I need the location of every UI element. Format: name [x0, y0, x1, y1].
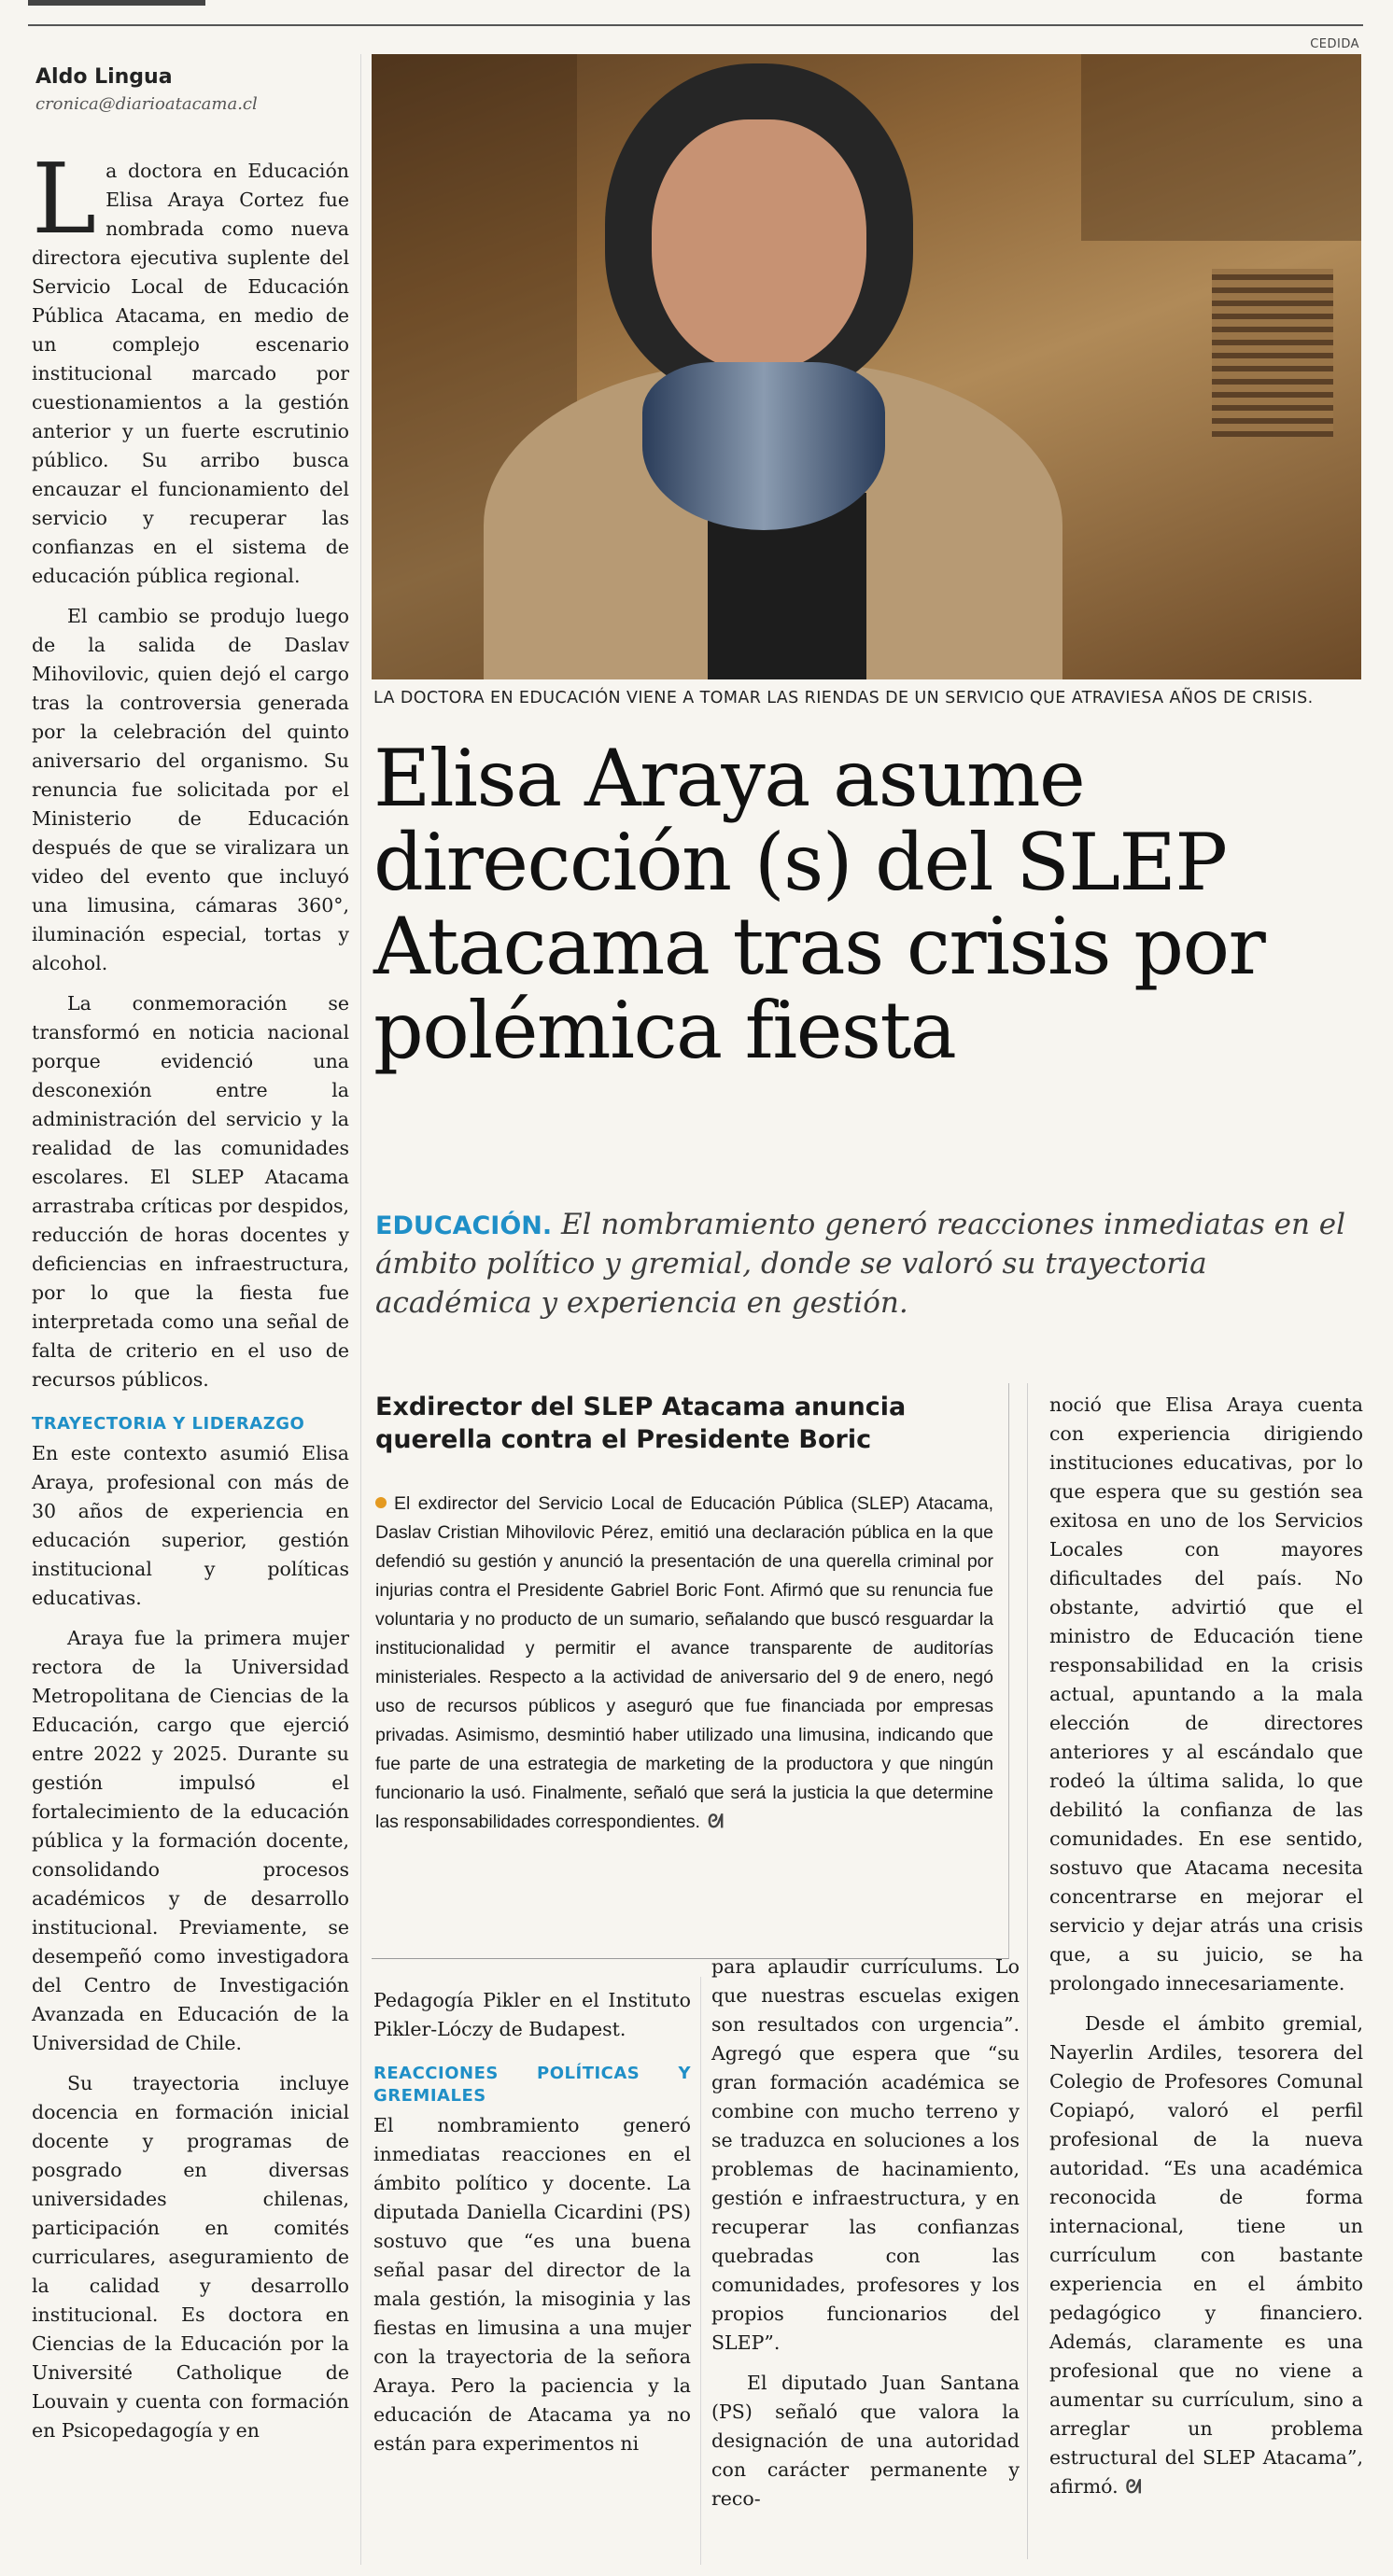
headline: Elisa Araya asume dirección (s) del SLEP Atacama tras crisis por polémica fiesta: [373, 733, 1265, 1076]
paragraph: En este contexto asumió Elisa Araya, profesional con más de 30 años de experiencia en educación superior, gestión institucional y políticas educativas.: [32, 1442, 349, 1609]
photo-caption: LA DOCTORA EN EDUCACIÓN VIENE A TOMAR LAS RIENDAS DE UN SERVICIO QUE ATRAVIESA AÑOS DE CRISIS.: [373, 689, 1314, 707]
paragraph: El cambio se produjo luego de la salida de Daslav Mihovilovic, quien dejó el cargo tras la controversia generada por la celebración del quinto aniversario del organismo. Su renuncia fue solicitada por el Ministerio de Educación después de que se viralizara un video del evento que incluyó una limusina, cámaras 360°, iluminación especial, tortas y alcohol.: [32, 605, 349, 974]
photo-credit: CEDIDA: [1310, 37, 1359, 51]
article-column-4: [1049, 1391, 1363, 2513]
section-subhead: REACCIONES POLÍTICAS Y GREMIALES: [373, 2064, 691, 2106]
paragraph: La conmemoración se transformó en noticia nacional porque evidenció una desconexión entre la administración del servicio y la realidad de las comunidades escolares. El SLEP Atacama arrastraba críticas por despidos, reducción de horas docentes y deficiencias en infraestructura, por lo que la fiesta fue interpretada como una señal de falta de criterio en el uso de recursos públicos.: [32, 992, 349, 1391]
paragraph: Pedagogía Pikler en el Instituto Pikler-Lóczy de Budapest.: [373, 1989, 691, 2040]
paragraph: Su trayectoria incluye docencia en formación inicial docente y programas de posgrado en diversas universidades chilenas, participación en comités curriculares, aseguramiento de la calidad y desarrollo institucional. Es doctora en Ciencias de la Educación por la Université Catholique de Louvain y cuenta con formación en Psicopedagogía y en: [32, 2072, 349, 2442]
author-name: Aldo Lingua: [35, 65, 173, 89]
bullet-dot-icon: [375, 1497, 387, 1508]
deck: [375, 1206, 1356, 1323]
top-bar-accent: [28, 0, 205, 6]
wall-vent: [1212, 269, 1333, 437]
paragraph: El nombramiento generó inmediatas reacciones en el ámbito político y docente. La diputada Daniella Cicardini (PS) sostuvo que “es una buena señal pasar del director de la mala gestión, la misoginia y las fiestas en limusina a una mujer con la trayectoria de la señora Araya. Pero la paciencia y la educación de Atacama ya no están para experimentos ni: [373, 2114, 691, 2455]
paragraph: Araya fue la primera mujer rectora de la Universidad Metropolitana de Ciencias de la Educación, cargo que ejerció entre 2022 y 2025. Durante su gestión impulsó el fortalecimiento de la educación pública y la formación docente, consolidando procesos académicos y de desarrollo institucional. Previamente, se desempeñó como investigadora del Centro de Investigación Avanzada en Educación de la Universidad de Chile.: [32, 1627, 349, 2054]
end-mark-icon: ᘛ: [707, 1810, 724, 1832]
column-divider: [1027, 1383, 1028, 2559]
column-divider: [360, 54, 361, 2565]
paragraph: El diputado Juan Santana (PS) señaló que valora la designación de una autoridad con carácter permanente y reco-: [711, 2372, 1020, 2510]
sidebar-body: El exdirector del Servicio Local de Educación Pública (SLEP) Atacama, Daslav Cristian Mihovilovic Pérez, emitió una declaración pública en la que defendió su gestión y anunció la presentación de una querella criminal por injurias contra el Presidente Gabriel Boric Font. Afirmó que su renuncia fue voluntaria y no producto de un sumario, señalando que buscó resguardar la institucionalidad y permitir el avance transparente de auditorías ministeriales. Respecto a la actividad de aniversario del 9 de enero, negó uso de recursos públicos y aseguró que fue financiada por empresas privadas. Asimismo, desmintió haber utilizado una limusina, indicando que fue parte de una estrategia de marketing de la productora y que ningún funcionario la usó. Finalmente, señaló que será la justicia la que determine las responsabilidades correspondientes. ᘛ: [375, 1493, 993, 1832]
face: [652, 119, 866, 371]
top-rule: [28, 24, 1363, 26]
column-divider: [700, 1977, 701, 2565]
byline: [35, 65, 258, 114]
paragraph: noció que Elisa Araya cuenta con experiencia dirigiendo instituciones educativas, por lo que espera que su gestión sea exitosa en uno de los Servicios Locales con mayores dificultades del país. No obstante, advirtió que el ministro de Educación tiene responsabilidad en la crisis actual, apuntando a la mala elección de directores anteriores y al escándalo que rodeó la última salida, lo que debilitó la confianza de las comunidades. En ese sentido, sostuvo que Atacama necesita concentrarse en mejorar el servicio y dejar atrás una crisis que, a su juicio, se ha prolongado innecesariamente.: [1049, 1393, 1363, 1995]
deck-text: El nombramiento generó reacciones inmediatas en el ámbito político y gremial, donde se valoró su trayectoria académica y experiencia en gestión.: [375, 1208, 1346, 1320]
end-mark-icon: ᘛ: [1125, 2475, 1142, 2498]
article-column-1: [32, 142, 349, 2457]
deck-kicker: EDUCACIÓN.: [375, 1211, 553, 1240]
paragraph: Desde el ámbito gremial, Nayerlin Ardiles, tesorera del Colegio de Profesores Comunal Copiapó, valoró el perfil profesional de la nueva autoridad. “Es una académica reconocida de forma internacional, tiene un currículum con bastante experiencia en el ámbito pedagógico y financiero. Además, claramente es una profesional que no viene a aumentar su currículum, sino a arreglar un problema estructural del SLEP Atacama”, afirmó. ᘛ: [1049, 2012, 1363, 2498]
scarf: [642, 362, 885, 530]
sidebar-title: Exdirector del SLEP Atacama anuncia querella contra el Presidente Boric: [375, 1393, 907, 1455]
paragraph: para aplaudir currículums. Lo que nuestras escuelas exigen son resultados con urgencia”. Agregó que espera que “su gran formación académica se combine con mucho terreno y se traduzca en soluciones a los problemas de hacinamiento, gestión e infraestructura, y en recuperar las confianzas quebradas con las comunidades, profesores y los propios funcionarios del SLEP”.: [711, 1955, 1020, 2354]
article-column-2: [373, 1986, 691, 2470]
drop-cap: L: [32, 142, 97, 256]
article-column-3: [711, 1953, 1020, 2525]
author-email: cronica@diarioatacama.cl: [35, 94, 258, 114]
lead-paragraph: La doctora en Educación Elisa Araya Cortez fue nombrada como nueva directora ejecutiva suplente del Servicio Local de Educación Pública Atacama, en medio de un complejo escenario institucional marcado por cuestionamientos a la gestión anterior y un fuerte escrutinio público. Su arribo busca encauzar el funcionamiento del servicio y recuperar las confianzas en el sistema de educación pública regional.: [32, 142, 349, 587]
section-subhead: TRAYECTORIA Y LIDERAZGO: [32, 1414, 305, 1434]
portrait-photo: [372, 54, 1361, 679]
